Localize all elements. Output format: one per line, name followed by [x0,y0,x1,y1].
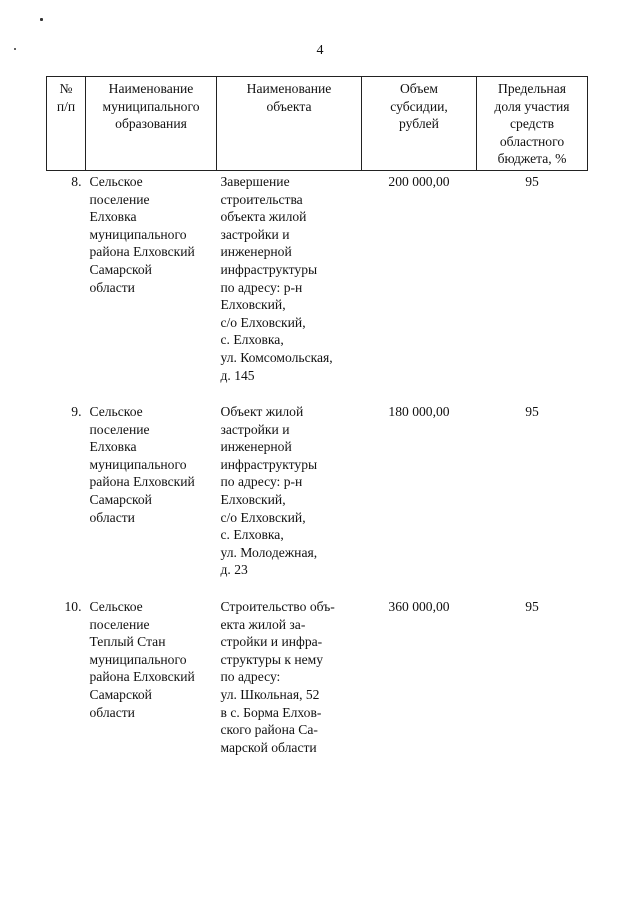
row-number: 9. [71,404,82,420]
subsidy-amount-cell: 360 000,00 [388,599,450,615]
table-row [47,401,588,596]
subsidy-table [46,76,588,773]
header-budget-share: Предельная доля участия средств областного бюджета, % [477,77,588,171]
table-row [47,170,588,401]
header-municipality: Наименование муниципального образования [86,77,217,171]
budget-share-cell: 95 [525,173,539,189]
scan-speck [40,18,43,21]
page-number: 4 [316,43,324,58]
budget-share-cell: 95 [525,404,539,420]
subsidy-amount-cell: 180 000,00 [388,404,450,420]
object-cell: Завершение строительства объекта жилой застройки и инженерной инфраструктуры по адресу: р-н Елховский, с/о Елховский, с. Елховка, ул. Комсомольская, д. 145 [220,173,333,383]
header-number: № п/п [47,77,86,171]
header-object: Наименование объекта [217,77,362,171]
table-header-row [47,77,588,171]
object-cell: Объект жилой застройки и инженерной инфраструктуры по адресу: р-н Елховский, с/о Елховский, с. Елховка, ул. Молодежная, д. 23 [220,404,318,578]
municipality-cell: Сельское поселение Теплый Стан муниципального района Елховский Самарской области [89,599,195,720]
object-cell: Строительство объ- екта жилой за- стройки и инфра- структуры к нему по адресу: ул. Школьная, 52 в с. Борма Елхов- ского района Са- марской области [220,599,335,755]
budget-share-cell: 95 [525,599,539,615]
header-subsidy-amount: Объем субсидии, рублей [362,77,477,171]
municipality-cell: Сельское поселение Елховка муниципального района Елховский Самарской области [89,173,195,295]
subsidy-amount-cell: 200 000,00 [388,173,450,189]
table-row [47,596,588,773]
row-number: 10. [64,599,82,615]
municipality-cell: Сельское поселение Елховка муниципального района Елховский Самарской области [89,404,195,525]
row-number: 8. [71,173,82,189]
